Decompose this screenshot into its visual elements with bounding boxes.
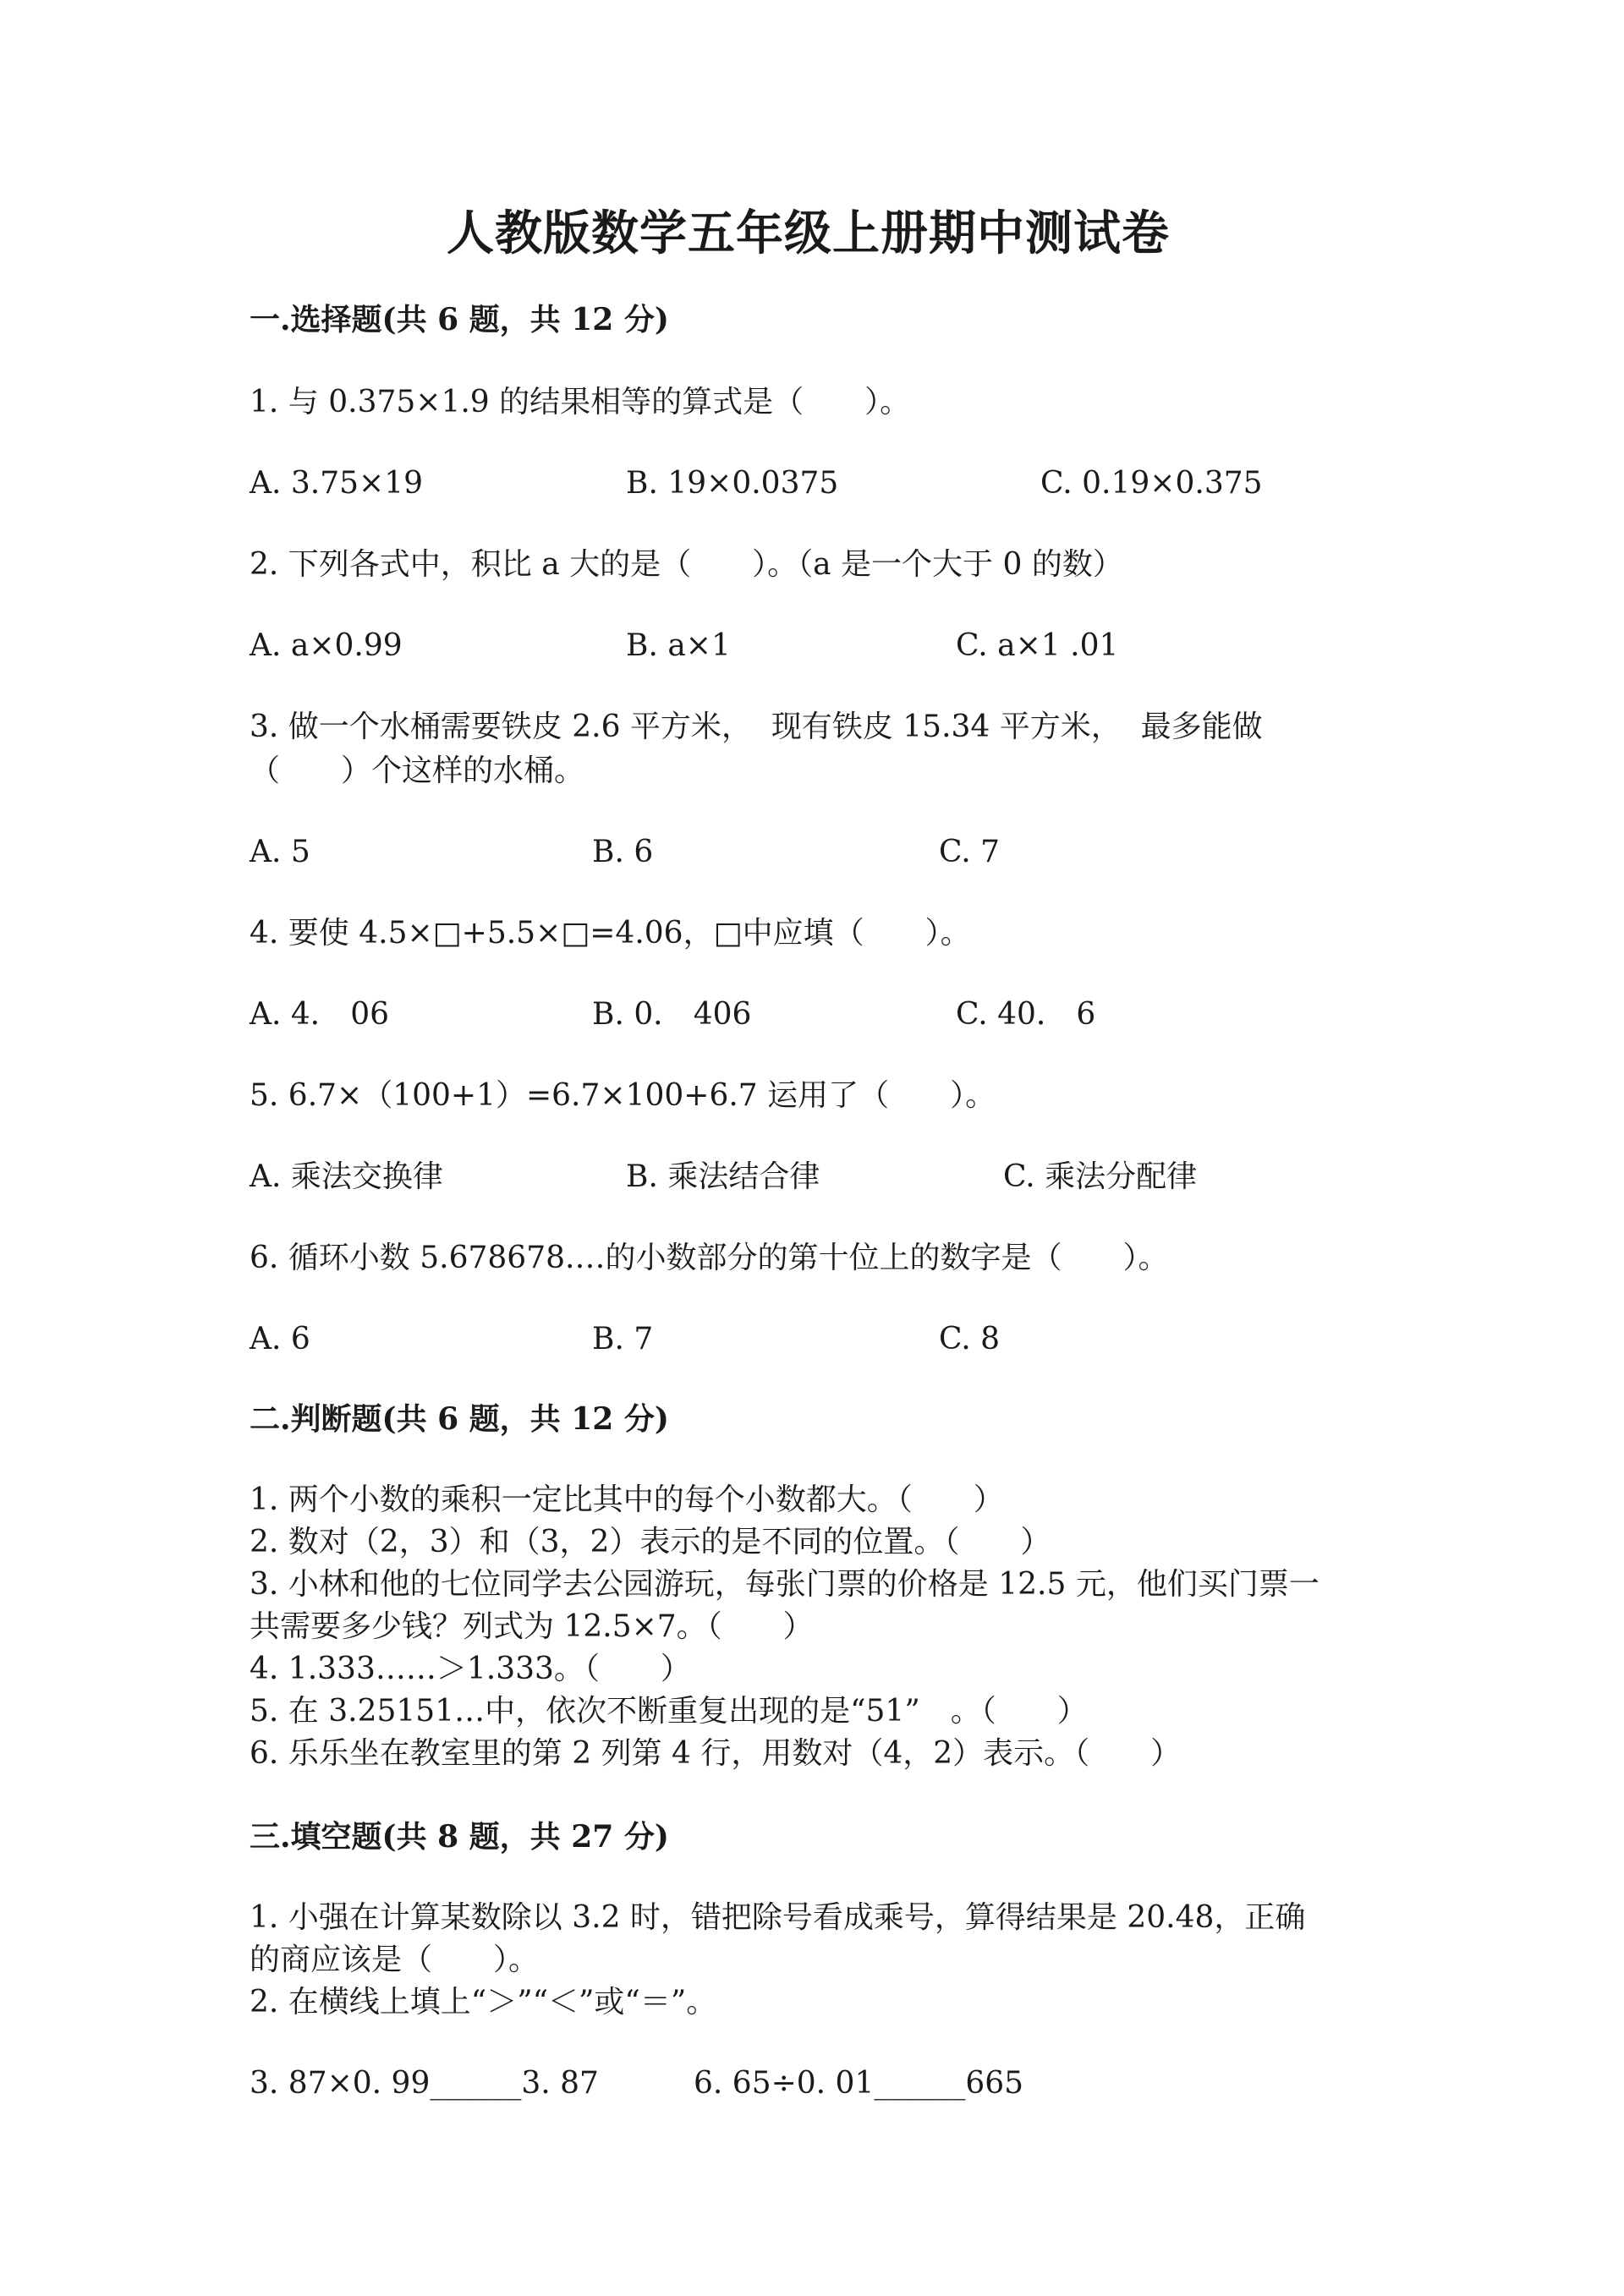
judgment-line: 3. 小林和他的七位同学去公园游玩，每张门票的价格是 12.5 元，他们买门票一	[250, 1567, 1320, 1602]
judgment-line: 2. 数对（2，3）和（3，2）表示的是不同的位置。（ ）	[250, 1525, 1051, 1559]
option-b: B. a×1	[626, 628, 731, 663]
option-a: A. 3.75×19	[250, 466, 424, 501]
option-a: A. 4． 06	[250, 997, 390, 1032]
option-a: A. a×0.99	[250, 628, 403, 663]
question-stem-line: 3. 做一个水桶需要铁皮 2.6 平方米， 现有铁皮 15.34 平方米， 最多能做	[250, 710, 1263, 744]
judgment-line: 4. 1.333……＞1.333。（ ）	[250, 1652, 691, 1686]
compare-item: 6. 65÷0. 01______665	[694, 2066, 1024, 2101]
fill-line: 的商应该是（ ）。	[250, 1943, 540, 1977]
question-stem: 4. 要使 4.5×□+5.5×□=4.06，□中应填（ ）。	[250, 916, 971, 951]
question-stem: 2. 下列各式中，积比 a 大的是（ ）。（a 是一个大于 0 的数）	[250, 547, 1123, 582]
question-stem: 6. 循环小数 5.678678.…的小数部分的第十位上的数字是（ ）。	[250, 1241, 1169, 1275]
option-b: B. 7	[592, 1322, 654, 1356]
question-stem: 5. 6.7×（100+1）=6.7×100+6.7 运用了（ ）。	[250, 1078, 996, 1113]
section-heading-judgment: 二.判断题(共 6 题，共 12 分)	[250, 1401, 669, 1437]
option-b: B. 6	[592, 835, 654, 869]
option-c: C. 40． 6	[956, 997, 1096, 1032]
question-stem: 1. 与 0.375×1.9 的结果相等的算式是（ ）。	[250, 385, 911, 419]
judgment-line: 5. 在 3.25151…中，依次不断重复出现的是“51” 。（ ）	[250, 1694, 1088, 1729]
page-title: 人教版数学五年级上册期中测试卷	[447, 205, 1170, 261]
option-b: B. 乘法结合律	[626, 1159, 820, 1194]
judgment-line: 1. 两个小数的乘积一定比其中的每个小数都大。（ ）	[250, 1482, 1004, 1517]
section-heading-fill: 三.填空题(共 8 题，共 27 分)	[250, 1819, 669, 1855]
option-c: C. 8	[939, 1322, 1001, 1356]
option-b: B. 0． 406	[592, 997, 752, 1032]
section-heading-choice: 一.选择题(共 6 题，共 12 分)	[250, 302, 669, 337]
question-stem-line: （ ）个这样的水桶。	[250, 753, 585, 788]
option-a: A. 5	[250, 835, 310, 869]
option-a: A. 6	[250, 1322, 310, 1356]
option-c: C. 乘法分配律	[1003, 1159, 1198, 1194]
judgment-line: 6. 乐乐坐在教室里的第 2 列第 4 行，用数对（4，2）表示。（ ）	[250, 1736, 1182, 1771]
option-b: B. 19×0.0375	[626, 466, 839, 501]
fill-line: 1. 小强在计算某数除以 3.2 时，错把除号看成乘号，算得结果是 20.48，正确	[250, 1900, 1306, 1935]
option-c: C. a×1 .01	[956, 628, 1119, 663]
compare-item: 3. 87×0. 99______3. 87	[250, 2066, 599, 2101]
option-a: A. 乘法交换律	[250, 1159, 443, 1194]
judgment-line: 共需要多少钱？列式为 12.5×7。（ ）	[250, 1609, 814, 1644]
option-c: C. 7	[939, 835, 1001, 869]
option-c: C. 0.19×0.375	[1040, 466, 1263, 501]
fill-line: 2. 在横线上填上“＞”“＜”或“＝”。	[250, 1985, 717, 2019]
